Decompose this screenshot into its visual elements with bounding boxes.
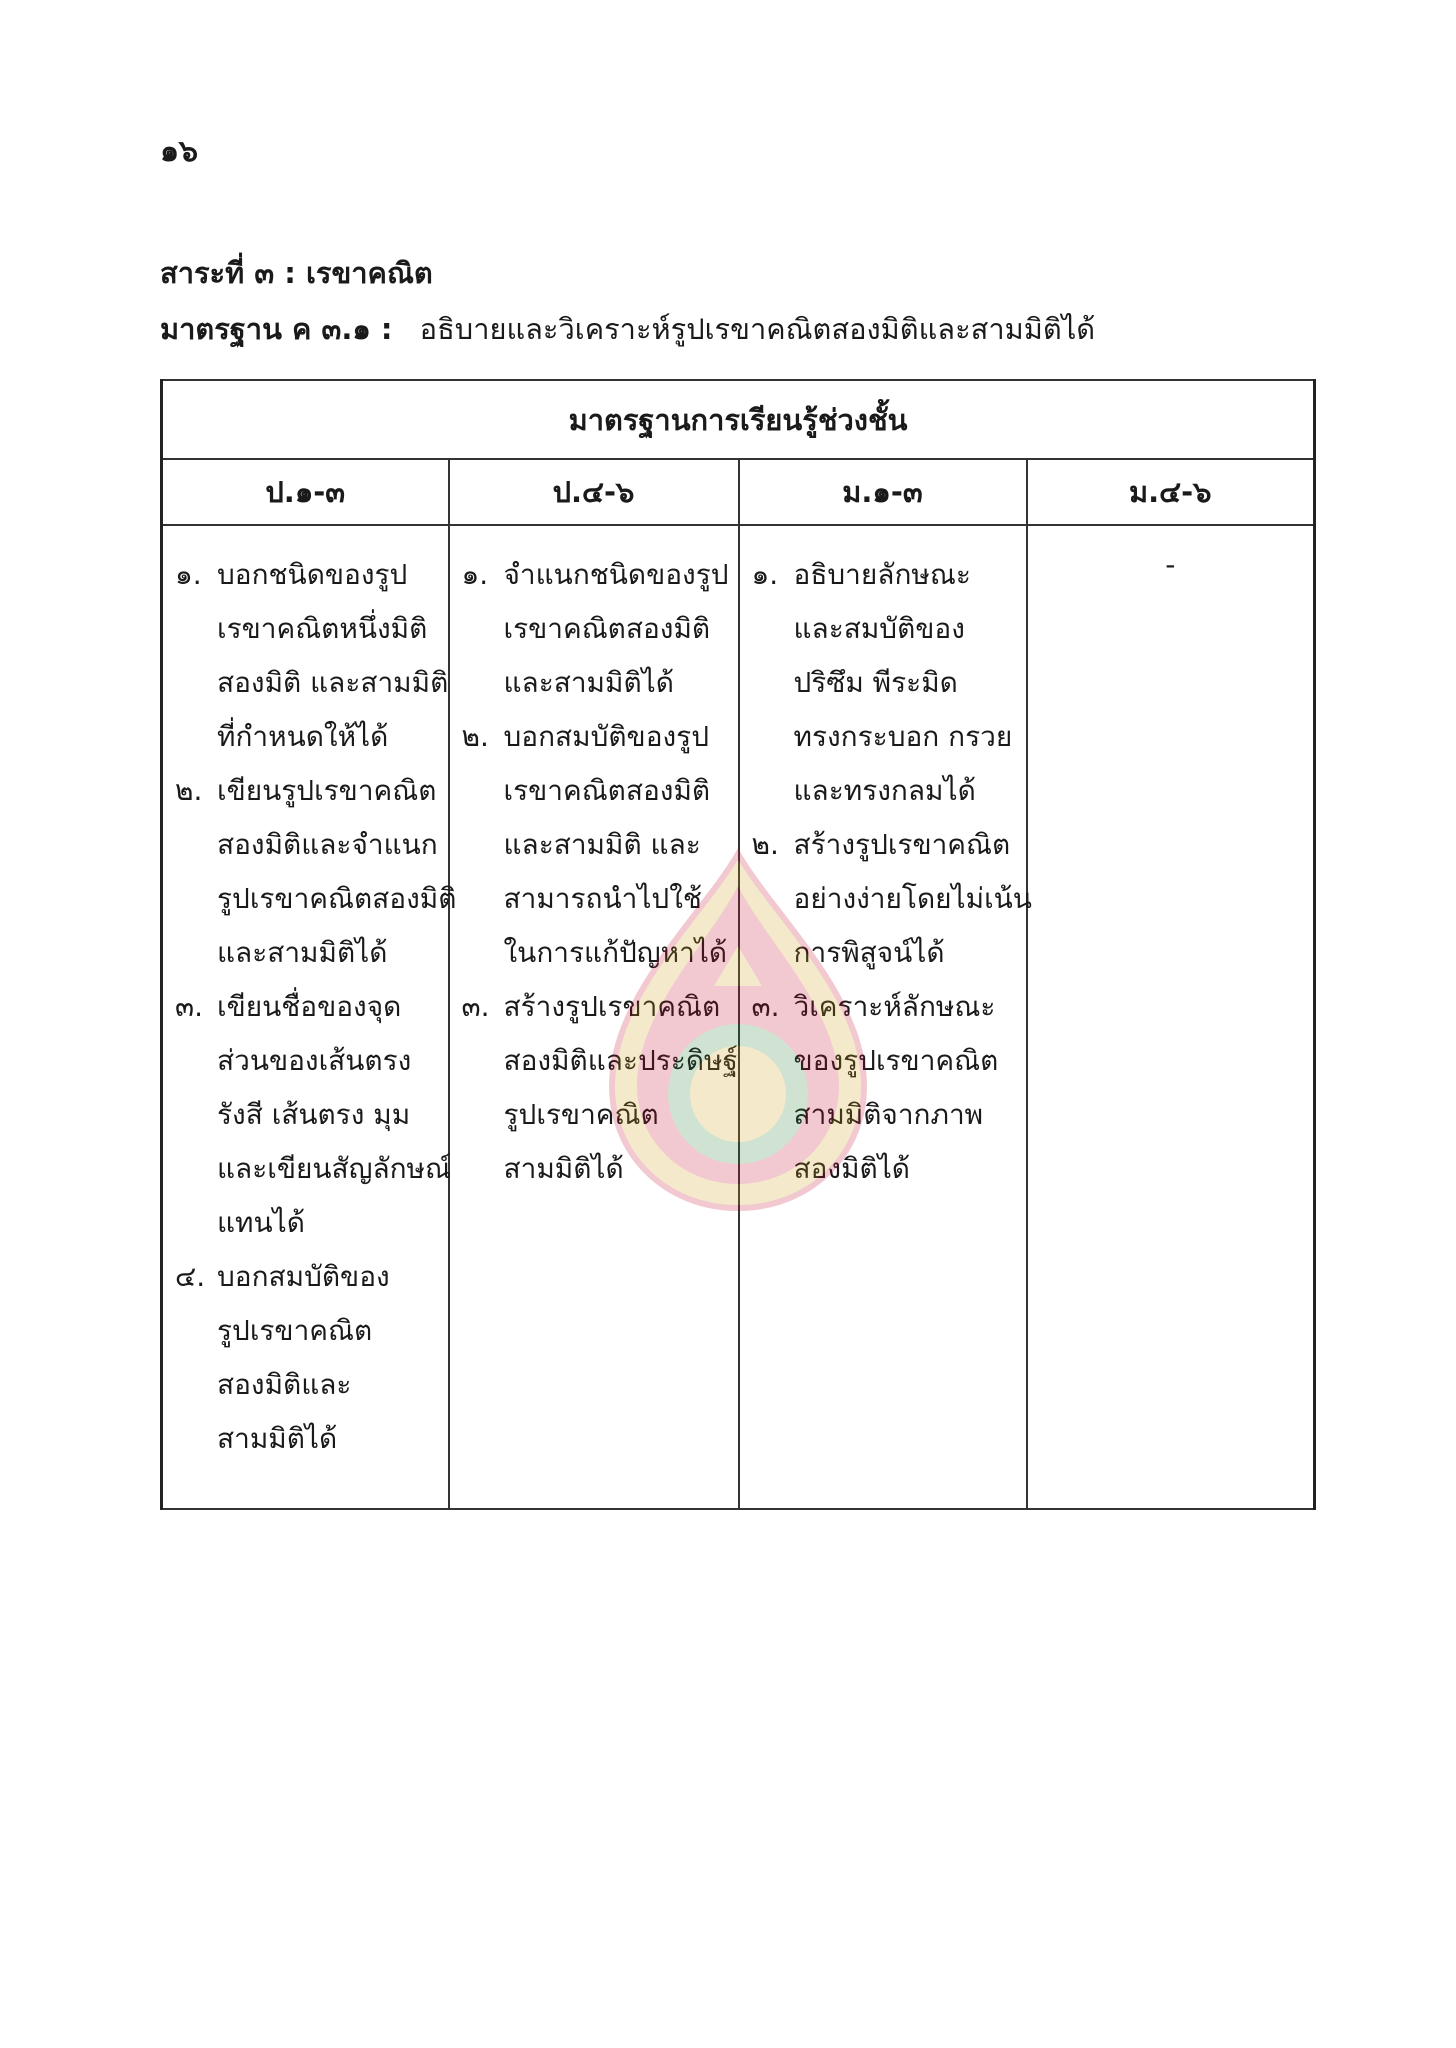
column-header-p1-3: ป.๑-๓ (162, 459, 449, 525)
cell-p4-6 (449, 525, 739, 1509)
item-text (217, 1250, 448, 1466)
strand-title: สาระที่ ๓ : เรขาคณิต (160, 256, 433, 290)
list-m1-3 (751, 548, 1032, 1196)
item-number: ๔. (175, 1260, 206, 1293)
item-text-line: แทนได้ (217, 1206, 305, 1239)
item-text-line: บอกสมบัติของรูป (503, 720, 709, 753)
list-item (462, 710, 738, 980)
item-text-line: สร้างรูปเรขาคณิต (503, 990, 721, 1023)
item-text-line: สองมิติและ (217, 1368, 352, 1401)
cell-p1-3 (162, 525, 457, 1509)
standard-description: อธิบายและวิเคราะห์รูปเรขาคณิตสองมิติและสามมิติได้ (419, 312, 1096, 346)
item-text (794, 548, 1026, 818)
list-p4-6 (462, 548, 738, 1196)
learning-standards-table (160, 379, 1316, 1510)
item-number: ๑. (751, 558, 779, 591)
item-text-line: วิเคราะห์ลักษณะ (793, 990, 996, 1023)
item-text-line: และสามมิติได้ (217, 936, 388, 969)
item-text-line: สามมิติได้ (217, 1422, 338, 1455)
item-text (794, 818, 1032, 980)
item-text (504, 980, 738, 1196)
item-text-line: บอกชนิดของรูป (217, 558, 408, 591)
list-item (752, 548, 1026, 818)
page-number: ๑๖ (160, 134, 199, 169)
item-text-line: และสามมิติ และ (503, 828, 701, 861)
column-header-m4-6: ม.๔-๖ (1027, 459, 1315, 525)
column-header-m1-3: ม.๑-๓ (739, 459, 1027, 525)
item-text (504, 548, 738, 710)
item-text-line: รูปเรขาคณิต (503, 1098, 659, 1131)
item-text-line: สามมิติได้ (503, 1152, 624, 1185)
item-text-line: สามมิติจากภาพ (793, 1098, 984, 1131)
item-text-line: สามารถนำไปใช้ (503, 882, 702, 915)
cell-m1-3 (739, 525, 1032, 1509)
item-text-line: และทรงกลมได้ (793, 774, 976, 807)
item-text-line: บอกสมบัติของ (217, 1260, 390, 1293)
item-number: ๓. (751, 990, 780, 1023)
item-text-line: สองมิติและประดิษฐ์ (503, 1044, 738, 1077)
item-text-line: จำแนกชนิดของรูป (503, 558, 729, 591)
item-text-line: อธิบายลักษณะ (793, 558, 971, 591)
list-item (175, 1250, 448, 1466)
item-text-line: ของรูปเรขาคณิต (793, 1044, 999, 1077)
item-text-line: ทรงกระบอก กรวย (793, 720, 1013, 753)
item-text-line: และเขียนสัญลักษณ์ (217, 1152, 451, 1185)
item-number: ๑. (175, 558, 202, 591)
item-text-line: เรขาคณิตสองมิติ (503, 612, 711, 645)
item-number: ๒. (461, 720, 489, 753)
item-text-line: เขียนรูปเรขาคณิต (217, 774, 437, 807)
list-item (175, 980, 451, 1250)
item-text (217, 548, 448, 764)
item-text (217, 980, 451, 1250)
item-number: ๑. (461, 558, 489, 591)
table-title: มาตรฐานการเรียนรู้ช่วงชั้น (162, 380, 1315, 459)
empty-dash: - (1165, 548, 1176, 581)
item-text-line: สองมิติ และสามมิติ (217, 666, 449, 699)
list-item (175, 548, 448, 764)
standard-line (160, 306, 1095, 352)
item-number: ๓. (461, 990, 490, 1023)
item-text-line: ปริซึม พีระมิด (793, 666, 958, 699)
item-text-line: สร้างรูปเรขาคณิต (793, 828, 1011, 861)
item-text-line: สองมิติและจำแนก (217, 828, 438, 861)
item-text-line: เรขาคณิตสองมิติ (503, 774, 711, 807)
item-text-line: รูปเรขาคณิต (217, 1314, 373, 1347)
item-number: ๒. (751, 828, 779, 861)
standard-code: มาตรฐาน ค ๓.๑ : (160, 312, 393, 346)
item-text-line: เรขาคณิตหนึ่งมิติ (217, 612, 428, 645)
cell-m4-6 (1027, 525, 1315, 1509)
item-text-line: และสมบัติของ (793, 612, 965, 645)
item-text-line: รังสี เส้นตรง มุม (217, 1098, 411, 1131)
item-text (217, 764, 456, 980)
list-item (752, 980, 1026, 1196)
item-text-line: อย่างง่ายโดยไม่เน้น (793, 882, 1032, 915)
item-text-line: เขียนชื่อของจุด (217, 990, 402, 1023)
column-header-p4-6: ป.๔-๖ (449, 459, 739, 525)
list-p1-3 (175, 548, 457, 1466)
list-item (175, 764, 457, 980)
item-text (504, 710, 738, 980)
item-text-line: ส่วนของเส้นตรง (217, 1044, 412, 1077)
item-number: ๒. (175, 774, 203, 807)
item-text (794, 980, 1026, 1196)
item-text-line: สองมิติได้ (793, 1152, 910, 1185)
item-text-line: และสามมิติได้ (503, 666, 674, 699)
item-number: ๓. (175, 990, 204, 1023)
list-item (462, 980, 738, 1196)
list-item (462, 548, 738, 710)
item-text-line: การพิสูจน์ได้ (793, 936, 945, 969)
item-text-line: ที่กำหนดให้ได้ (217, 720, 389, 753)
item-text-line: รูปเรขาคณิตสองมิติ (217, 882, 457, 915)
item-text-line: ในการแก้ปัญหาได้ (503, 936, 728, 969)
list-item (751, 818, 1032, 980)
